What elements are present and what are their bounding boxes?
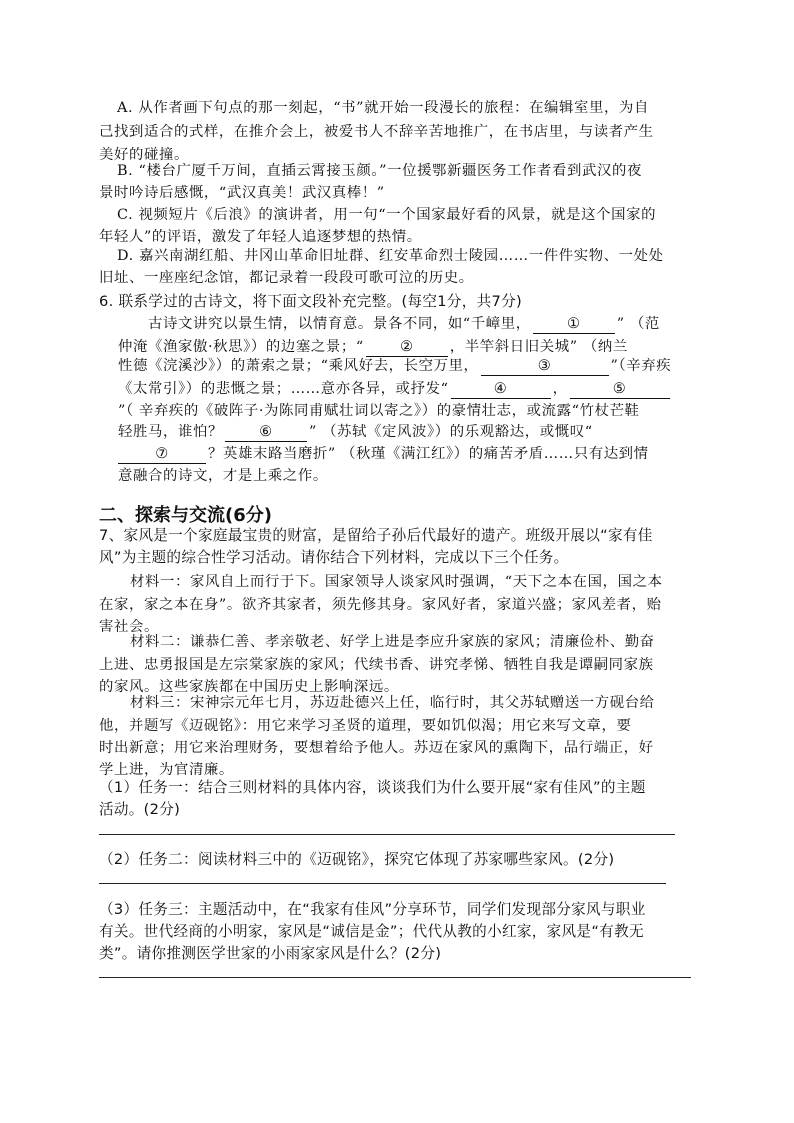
- task-2-line-1: （2）任务二：阅读材料三中的《迈砚铭》，探究它体现了苏家哪些家风。(2分): [99, 851, 615, 868]
- task-1-line-1: （1）任务一：结合三则材料的具体内容，谈谈我们为什么要开展“家有佳风”的主题: [99, 779, 646, 796]
- q6-line-1: [148, 313, 660, 335]
- option-c-line-1: C. 视频短片《后浪》的演讲者，用一句“一个国家最好看的风景，就是这个国家的: [117, 207, 657, 223]
- option-d-line-2: 旧址、一座座纪念馆，都记录着一段段可歌可泣的历史。: [99, 270, 474, 286]
- q6-text: ？英雄末路当磨折” （秋瑾《满江红》）的痛苦矛盾……只有达到情: [208, 446, 649, 462]
- task-3-line-2: 有关。世代经商的小明家，家风是“诚信是金”；代代从教的小红家，家风是“有教无: [99, 923, 644, 940]
- q6-text: ”（辛弃疾: [610, 358, 672, 374]
- task-1-line-2: 活动。(2分): [99, 801, 181, 818]
- material-3-line-4: 学上进，为官清廉。: [99, 762, 234, 778]
- answer-line-task-2[interactable]: [99, 883, 666, 884]
- task-3-line-1: （3）任务三：主题活动中，在“我家有佳风”分享环节，同学们发现部分家风与职业: [99, 901, 646, 918]
- material-3-line-1: 材料三：宋神宗元年七月，苏迈赴德兴上任，临行时，其父苏轼赠送一方砚台给: [130, 695, 655, 711]
- q6-line-6: [118, 421, 593, 443]
- material-3-line-2: 他，并题写《迈砚铭》：用它来学习圣贤的道理，要如饥似渴；用它来写文章，要: [99, 718, 632, 734]
- q6-text: ，半竿斜日旧关城” （纳兰: [449, 339, 628, 355]
- option-b-line-1: B. “楼台广厦千万间，直插云霄接玉颜。”一位援鄂新疆医务工作者看到武汉的夜: [117, 163, 642, 179]
- q6-text: ” （范: [616, 316, 660, 332]
- q6-text: 性德《浣溪沙》）的萧索之景；“乘风好去，长空万里，: [118, 358, 479, 374]
- material-1-line-3: 害社会。: [99, 619, 159, 635]
- option-b-line-2: 景时吟诗后感慨，“武汉真美！武汉真棒！”: [99, 185, 385, 201]
- q6-text: 轻胜马，谁怕？: [118, 424, 223, 440]
- q7-line-2: 风”为主题的综合性学习活动。请你结合下列材料，完成以下三个任务。: [99, 549, 569, 566]
- option-d-line-1: D. 嘉兴南湖红船、井冈山革命旧址群、红安革命烈士陵园……一件件实物、一处处: [117, 248, 664, 264]
- fill-blank-2[interactable]: ②: [366, 338, 448, 357]
- q6-text: 仲淹《渔家傲·秋思》）的边塞之景；“: [118, 339, 364, 355]
- answer-line-task-1[interactable]: [99, 834, 675, 835]
- q6-text: 《太常引》）的悲慨之景；……意亦各异，或抒发“: [118, 381, 449, 397]
- material-2-line-3: 的家风。这些家族都在中国历史上影响深远。: [99, 679, 399, 695]
- q6-line-7: [118, 443, 649, 465]
- option-a-line-2: 己找到适合的式样，在推介会上，被爱书人不辞辛苦地推广，在书店里，与读者产生: [99, 124, 654, 140]
- option-c-line-2: 年轻人”的评语，激发了年轻人追逐梦想的热情。: [99, 229, 422, 245]
- q7-line-1: 7、家风是一个家庭最宝贵的财富，是留给子孙后代最好的遗产。班级开展以“家有佳: [99, 527, 653, 544]
- q6-text: ” （苏轼《定风波》）的乐观豁达，或慨叹“: [308, 424, 593, 440]
- q6-text: ，: [552, 381, 568, 397]
- material-2-line-2: 上进、忠勇报国是左宗棠家族的家风；代续书香、讲究孝悌、牺牲自我是谭嗣同家族: [99, 657, 654, 673]
- material-3-line-3: 时出新意；用它来治理财务，要想着给予他人。苏迈在家风的熏陶下，品行端正，好: [99, 740, 654, 756]
- q6-line-4: [118, 378, 672, 400]
- material-2-line-1: 材料二：谦恭仁善、孝亲敬老、好学上进是李应升家族的家风；清廉俭朴、勤奋: [130, 634, 655, 650]
- material-1-line-2: 在家，家之本在身”。欲齐其家者，须先修其身。家风好者，家道兴盛；家风差者，贻: [99, 597, 662, 613]
- material-1-line-1: 材料一：家风自上而行于下。国家领导人谈家风时强调，“天下之本在国，国之本: [130, 574, 663, 590]
- fill-blank-4[interactable]: ④: [451, 380, 551, 399]
- task-3-line-3: 类”。请你推测医学世家的小雨家家风是什么？(2分): [99, 945, 442, 962]
- q6-line-3: [118, 355, 671, 377]
- section-2-title: 二、探索与交流(6分): [99, 505, 272, 526]
- q6-text: 古诗文讲究以景生情，以情育意。景各不同，如“千嶂里，: [148, 316, 531, 332]
- fill-blank-7[interactable]: ⑦: [118, 445, 206, 464]
- fill-blank-1[interactable]: ①: [533, 315, 615, 334]
- q6-line-8: 意融合的诗文，才是上乘之作。: [118, 468, 328, 484]
- fill-blank-6[interactable]: ⑥: [225, 423, 307, 442]
- q6-stem: 6. 联系学过的古诗文，将下面文段补充完整。(每空1分，共7分): [99, 293, 522, 310]
- answer-line-task-3[interactable]: [99, 977, 691, 978]
- option-a-line-3: 美好的碰撞。: [99, 147, 189, 163]
- fill-blank-3[interactable]: ③: [481, 357, 609, 376]
- option-a-line-1: A. 从作者画下句点的那一刻起，“书”就开始一段漫长的旅程：在编辑室里，为自: [117, 100, 649, 116]
- q6-line-5: ”（ 辛弃疾的《破阵子·为陈同甫赋壮词以寄之》）的豪情壮志，或流露“竹杖芒鞋: [118, 403, 640, 419]
- fill-blank-5[interactable]: ⑤: [570, 380, 670, 399]
